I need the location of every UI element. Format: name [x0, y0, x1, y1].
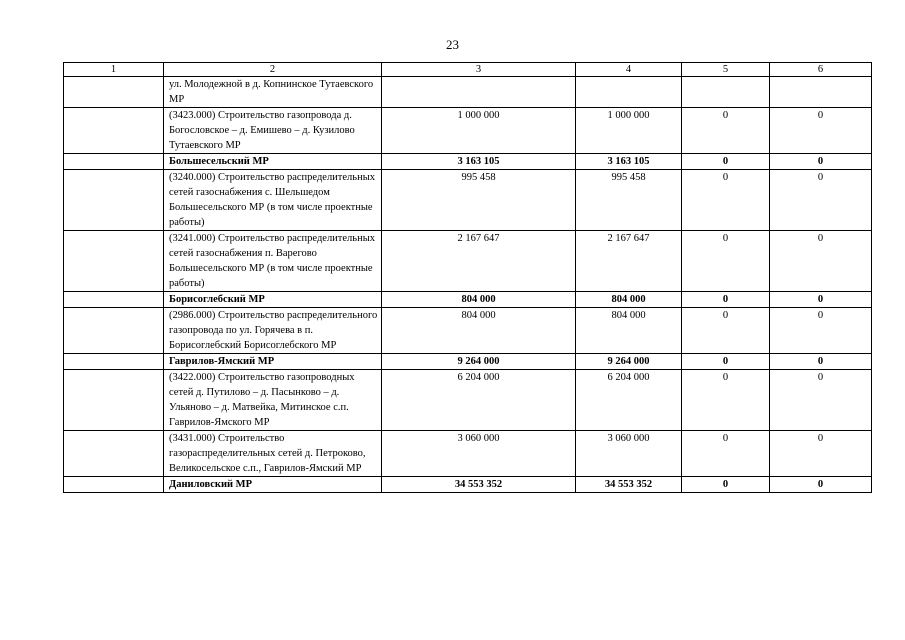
empty-cell: [64, 231, 164, 292]
value-cell: 1 000 000: [382, 108, 576, 154]
value-cell: [770, 77, 872, 108]
district-total-row: [64, 154, 872, 170]
table-row: [64, 170, 872, 231]
empty-cell: [64, 108, 164, 154]
value-cell: 0: [682, 154, 770, 170]
value-cell: 0: [682, 370, 770, 431]
value-cell: 0: [770, 170, 872, 231]
empty-cell: [64, 77, 164, 108]
table-row: [64, 370, 872, 431]
page-number: 23: [446, 37, 459, 52]
column-header: 4: [576, 63, 682, 77]
value-cell: [682, 77, 770, 108]
object-name-cell: (3240.000) Строительство распределительных сетей газоснабжения с. Шельшедом Большесельского МР (в том числе проектные работы): [164, 170, 382, 231]
table-header-row: [64, 63, 872, 77]
value-cell: 0: [682, 354, 770, 370]
column-header: 2: [164, 63, 382, 77]
value-cell: 9 264 000: [382, 354, 576, 370]
district-name-cell: Даниловский МР: [164, 477, 382, 493]
column-header: 5: [682, 63, 770, 77]
district-total-row: [64, 354, 872, 370]
district-total-row: [64, 292, 872, 308]
value-cell: 3 163 105: [382, 154, 576, 170]
value-cell: 0: [770, 477, 872, 493]
table-row: [64, 231, 872, 292]
value-cell: 0: [770, 154, 872, 170]
object-name-cell: (3431.000) Строительство газораспределительных сетей д. Петроково, Великосельское с.п., Гаврилов-Ямский МР: [164, 431, 382, 477]
value-cell: 0: [682, 431, 770, 477]
object-name-cell: (2986.000) Строительство распределительного газопровода по ул. Горячева в п. Борисоглебский Борисоглебского МР: [164, 308, 382, 354]
object-name-cell: ул. Молодежной в д. Копнинское Тутаевского МР: [164, 77, 382, 108]
value-cell: 804 000: [576, 308, 682, 354]
value-cell: 34 553 352: [576, 477, 682, 493]
value-cell: 3 163 105: [576, 154, 682, 170]
district-name-cell: Гаврилов-Ямский МР: [164, 354, 382, 370]
empty-cell: [64, 170, 164, 231]
value-cell: 0: [770, 308, 872, 354]
empty-cell: [64, 154, 164, 170]
value-cell: 1 000 000: [576, 108, 682, 154]
value-cell: 0: [770, 370, 872, 431]
value-cell: 804 000: [576, 292, 682, 308]
empty-cell: [64, 308, 164, 354]
value-cell: 0: [770, 231, 872, 292]
value-cell: 0: [682, 231, 770, 292]
district-total-row: [64, 477, 872, 493]
value-cell: [576, 77, 682, 108]
table-row: [64, 77, 872, 108]
value-cell: 0: [682, 292, 770, 308]
value-cell: 0: [682, 477, 770, 493]
empty-cell: [64, 477, 164, 493]
value-cell: 0: [770, 108, 872, 154]
value-cell: 3 060 000: [382, 431, 576, 477]
empty-cell: [64, 431, 164, 477]
value-cell: 6 204 000: [576, 370, 682, 431]
value-cell: [382, 77, 576, 108]
value-cell: 9 264 000: [576, 354, 682, 370]
table-row: [64, 108, 872, 154]
value-cell: 2 167 647: [382, 231, 576, 292]
value-cell: 2 167 647: [576, 231, 682, 292]
value-cell: 995 458: [382, 170, 576, 231]
column-header: 1: [64, 63, 164, 77]
table-row: [64, 431, 872, 477]
budget-table: [63, 62, 872, 493]
district-name-cell: Борисоглебский МР: [164, 292, 382, 308]
value-cell: 804 000: [382, 292, 576, 308]
table-row: [64, 308, 872, 354]
object-name-cell: (3241.000) Строительство распределительных сетей газоснабжения п. Варегово Большесельского МР (в том числе проектные работы): [164, 231, 382, 292]
value-cell: 0: [770, 431, 872, 477]
empty-cell: [64, 292, 164, 308]
value-cell: 34 553 352: [382, 477, 576, 493]
value-cell: 0: [770, 354, 872, 370]
value-cell: 0: [770, 292, 872, 308]
column-header: 6: [770, 63, 872, 77]
value-cell: 0: [682, 170, 770, 231]
value-cell: 0: [682, 308, 770, 354]
value-cell: 6 204 000: [382, 370, 576, 431]
value-cell: 0: [682, 108, 770, 154]
value-cell: 3 060 000: [576, 431, 682, 477]
empty-cell: [64, 370, 164, 431]
column-header: 3: [382, 63, 576, 77]
empty-cell: [64, 354, 164, 370]
district-name-cell: Большесельский МР: [164, 154, 382, 170]
object-name-cell: (3422.000) Строительство газопроводных сетей д. Путилово – д. Пасынково – д. Ульяново – д. Матвейка, Митинское с.п. Гаврилов-Ямского МР: [164, 370, 382, 431]
value-cell: 804 000: [382, 308, 576, 354]
value-cell: 995 458: [576, 170, 682, 231]
object-name-cell: (3423.000) Строительство газопровода д. Богословское – д. Емишево – д. Кузилово Тутаевского МР: [164, 108, 382, 154]
